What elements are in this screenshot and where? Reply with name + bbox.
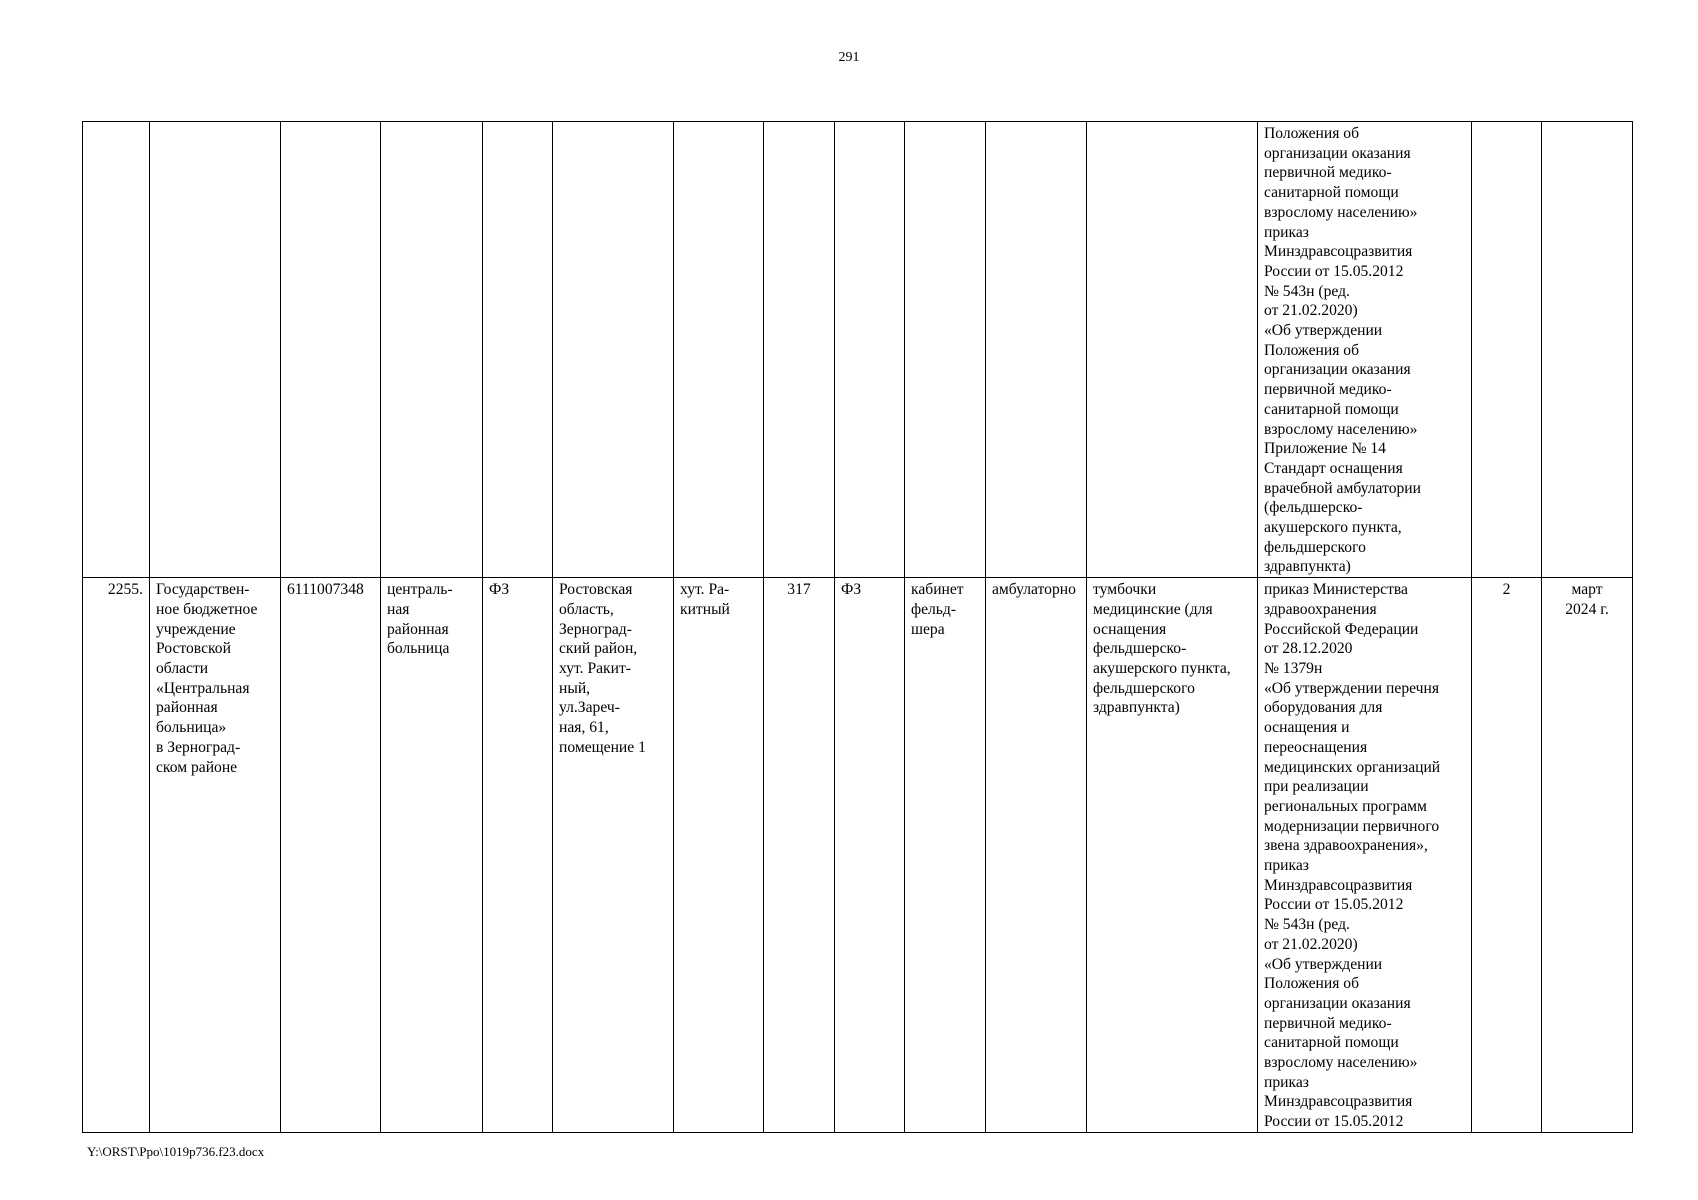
cell-empty — [1472, 122, 1542, 578]
cell-address: Ростовская область, Зерноград- ский район, хут. Ракит- ный, ул.Зареч- ная, 61, помещение 1 — [553, 578, 674, 1133]
cell-category: ФЗ — [835, 578, 905, 1133]
cell-empty — [986, 122, 1087, 578]
footer-file-path: Y:\ORST\Ppo\1019p736.f23.docx — [87, 1144, 265, 1159]
cell-org-type: централь- ная районная больница — [381, 578, 483, 1133]
cell-empty — [764, 122, 835, 578]
cell-empty — [381, 122, 483, 578]
cell-empty — [674, 122, 764, 578]
cell-legal-basis: Положения об организации оказания первичной медико- санитарной помощи взрослому населению» приказ Минздравсоцразвития России от 15.05.2012 № 543н (ред. от 21.02.2020) «Об утверждении Положения об организации оказания первичной медико- санитарной помощи взрослому населению» Приложение № 14 Стандарт оснащения врачебной амбулатории (фельдшерско- акушерского пункта, фельдшерского здравпункта) — [1258, 122, 1472, 578]
table-row-continuation — [83, 122, 1633, 578]
cell-empty — [483, 122, 553, 578]
register-table — [82, 121, 1633, 1133]
cell-settlement: хут. Ра- китный — [674, 578, 764, 1133]
cell-empty — [1542, 122, 1633, 578]
cell-empty — [905, 122, 986, 578]
cell-empty — [83, 122, 150, 578]
cell-empty — [150, 122, 281, 578]
cell-legal-basis: приказ Министерства здравоохранения Российской Федерации от 28.12.2020 № 1379н «Об утверждении перечня оборудования для оснащения и переоснащения медицинских организаций при реализации региональных программ модернизации первичного звена здравоохранения», приказ Минздравсоцразвития России от 15.05.2012 № 543н (ред. от 21.02.2020) «Об утверждении Положения об организации оказания первичной медико- санитарной помощи взрослому населению» приказ Минздравсоцразвития России от 15.05.2012 — [1258, 578, 1472, 1133]
cell-program: ФЗ — [483, 578, 553, 1133]
cell-empty — [1087, 122, 1258, 578]
cell-empty — [553, 122, 674, 578]
cell-organization: Государствен- ное бюджетное учреждение Ростовской области «Центральная районная больница» в Зерноград- ском районе — [150, 578, 281, 1133]
cell-empty — [281, 122, 381, 578]
cell-equipment: тумбочки медицинские (для оснащения фельдшерско- акушерского пункта, фельдшерского здравпункта) — [1087, 578, 1258, 1133]
page-number: 291 — [838, 50, 860, 65]
cell-room: кабинет фельд- шера — [905, 578, 986, 1133]
cell-quantity: 2 — [1472, 578, 1542, 1133]
cell-code: 317 — [764, 578, 835, 1133]
cell-empty — [835, 122, 905, 578]
table-row-2255 — [83, 578, 1633, 1133]
cell-care-type: амбулаторно — [986, 578, 1087, 1133]
cell-inn: 6111007348 — [281, 578, 381, 1133]
cell-number: 2255. — [83, 578, 150, 1133]
cell-deadline: март 2024 г. — [1542, 578, 1633, 1133]
